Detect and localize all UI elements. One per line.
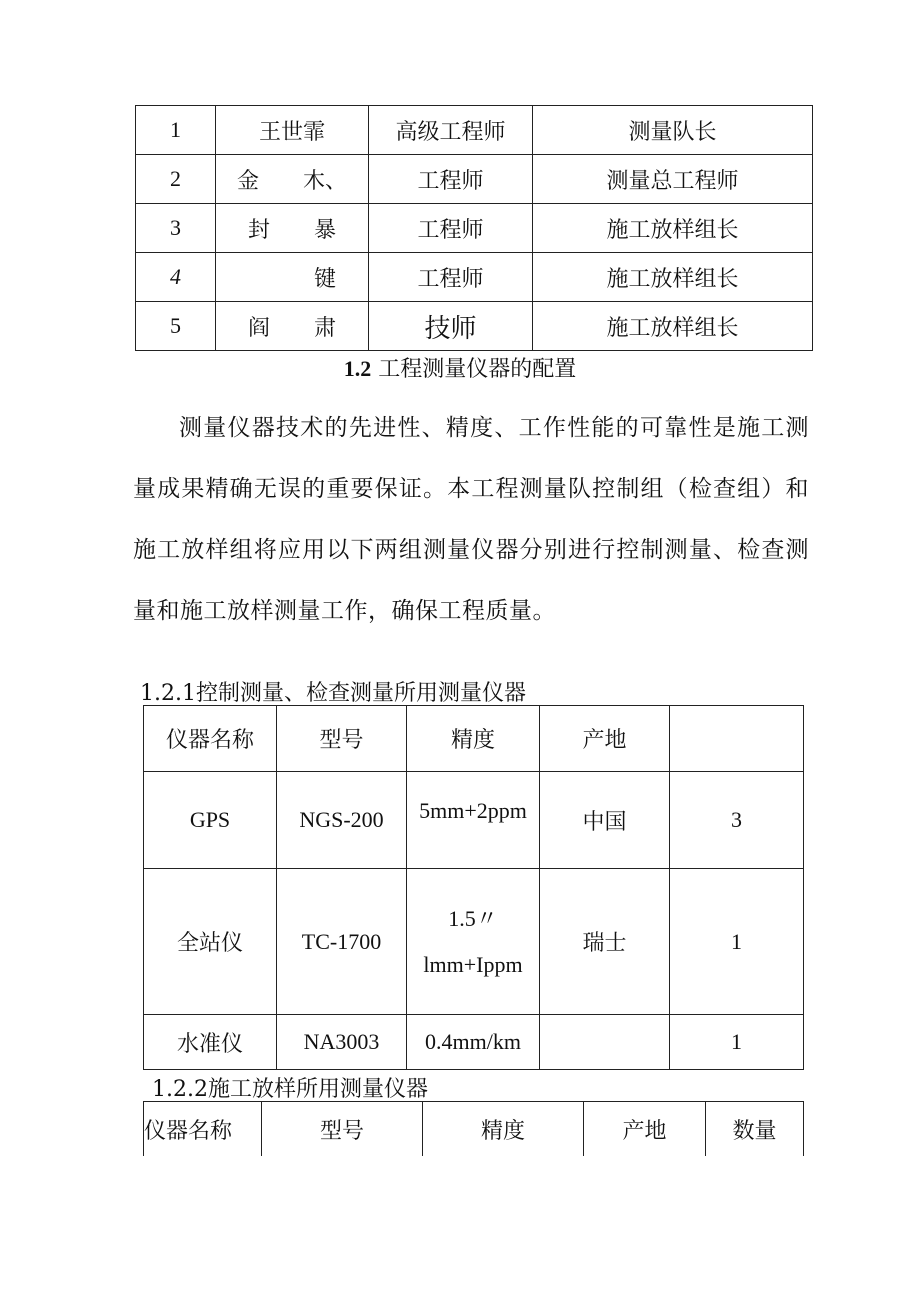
staff-no: 4 [136,253,216,302]
precision-line: lmm+Ippm [423,951,523,977]
instrument-qty: 1 [670,869,804,1015]
instrument-origin: 中国 [540,772,670,869]
header-cell: 产地 [584,1102,706,1157]
staff-table [135,105,813,351]
instrument-model: NA3003 [277,1015,407,1070]
instrument-qty: 3 [670,772,804,869]
staff-no: 3 [136,204,216,253]
section-heading [0,352,920,383]
subsection-title: 1.2.2施工放样所用测量仪器 [152,1077,428,1102]
layout-instruments-table [143,1101,804,1156]
header-cell: 仪器名称 [144,706,277,772]
table-row [144,1015,804,1070]
instrument-model: TC-1700 [277,869,407,1015]
subsection-title: 1.2.1控制测量、检查测量所用测量仪器 [140,681,526,706]
table-row [144,869,804,1015]
instrument-precision [407,869,540,1015]
instrument-origin: 瑞士 [540,869,670,1015]
staff-name: 键 [216,253,369,302]
table-row [136,155,813,204]
table-row [136,302,813,351]
staff-title: 技师 [369,302,533,351]
staff-role: 测量队长 [533,106,813,155]
staff-role: 施工放样组长 [533,204,813,253]
staff-role: 测量总工程师 [533,155,813,204]
staff-role: 施工放样组长 [533,302,813,351]
section-title: 工程测量仪器的配置 [378,357,577,382]
table-row [136,106,813,155]
instrument-qty: 1 [670,1015,804,1070]
staff-no: 1 [136,106,216,155]
section-number: 1.2 [343,356,372,381]
instrument-origin [540,1015,670,1070]
table-row [136,253,813,302]
table-row [136,204,813,253]
precision-line: 5mm+2ppm [419,798,527,823]
instrument-model: NGS-200 [277,772,407,869]
header-cell: 产地 [540,706,670,772]
instrument-name: 全站仪 [144,869,277,1015]
staff-title: 工程师 [369,204,533,253]
table-header-row [144,706,804,772]
header-cell: 精度 [423,1102,584,1157]
header-cell: 仪器名称 [144,1102,262,1157]
header-cell [670,706,804,772]
header-cell: 数量 [706,1102,804,1157]
staff-title: 工程师 [369,253,533,302]
table-header-row [144,1102,804,1157]
instrument-precision: 0.4mm/km [407,1015,540,1070]
staff-title: 高级工程师 [369,106,533,155]
table-row [144,772,804,869]
staff-title: 工程师 [369,155,533,204]
instrument-name: GPS [144,772,277,869]
staff-name: 王世霏 [216,106,369,155]
staff-name: 阎 肃 [216,302,369,351]
header-cell: 精度 [407,706,540,772]
header-cell: 型号 [262,1102,423,1157]
body-paragraph: 测量仪器技术的先进性、精度、工作性能的可靠性是施工测量成果精确无误的重要保证。本工程测量队控制组（检查组）和施工放样组将应用以下两组测量仪器分别进行控制测量、检查测量和施工放样测量工作，确保工程质量。 [133,415,809,624]
staff-no: 2 [136,155,216,204]
staff-name: 金 木、 [216,155,369,204]
staff-no: 5 [136,302,216,351]
instrument-precision [407,772,540,869]
instrument-name: 水准仪 [144,1015,277,1070]
staff-role: 施工放样组长 [533,253,813,302]
precision-line: 1.5〃 [448,905,498,931]
header-cell: 型号 [277,706,407,772]
control-instruments-table [143,705,804,1070]
staff-name: 封 暴 [216,204,369,253]
